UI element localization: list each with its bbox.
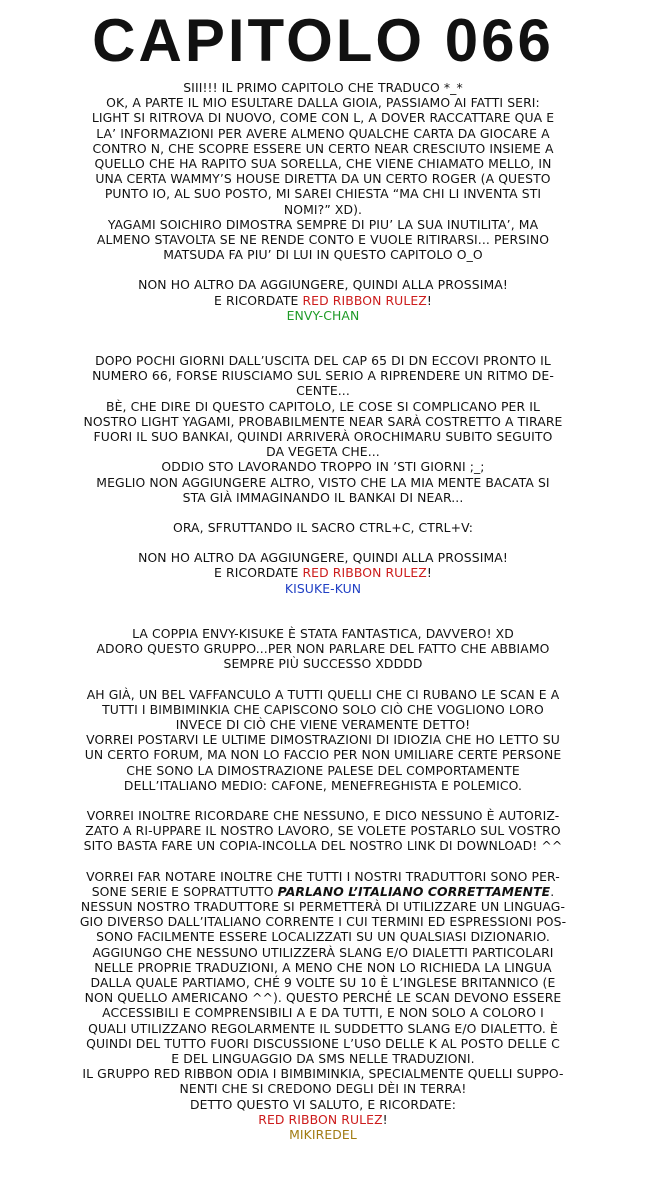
remember-prefix: E RICORDATE xyxy=(214,292,303,308)
text-line: IL GRUPPO RED RIBBON ODIA I BIMBIMINKIA, SPECIALMENTE QUELLI SUPPO- xyxy=(82,1066,564,1082)
text-line: ACCESSIBILI E COMPRENSIBILI A E DA TUTTI, E NON SOLO A COLORO I xyxy=(102,1005,544,1021)
text-line: SEMPRE PIÙ SUCCESSO XDDDD xyxy=(223,656,423,672)
text-line: UN CERTO FORUM, MA NON LO FACCIO PER NON UMILIARE CERTE PERSONE xyxy=(84,747,562,763)
text-line xyxy=(22,884,624,899)
text-line: VORREI FAR NOTARE INOLTRE CHE TUTTI I NOSTRI TRADUTTORI SONO PER- xyxy=(86,868,560,884)
text-line: AH GIÀ, UN BEL VAFFANCULO A TUTTI QUELLI CHE CI RUBANO LE SCAN E A xyxy=(86,686,560,702)
text-line: LIGHT SI RITROVA DI NUOVO, COME CON L, A DOVER RACCATTARE QUA E xyxy=(91,110,555,126)
text-line: UNA CERTA WAMMY’S HOUSE DIRETTA DA UN CERTO ROGER (A QUESTO xyxy=(95,171,551,187)
text-line: LA COPPIA ENVY-KISUKE È STATA FANTASTICA, DAVVERO! XD xyxy=(132,625,514,641)
text-line: ZATO A RI-UPPARE IL NOSTRO LAVORO, SE VOLETE POSTARLO SUL VOSTRO xyxy=(85,823,561,839)
text-line: GIO DIVERSO DALL’ITALIANO CORRENTE I CUI TERMINI ED ESPRESSIONI POS- xyxy=(79,914,567,930)
text-line: DELL’ITALIANO MEDIO: CAFONE, MENEFREGHISTA E POLEMICO. xyxy=(123,777,523,793)
chapter-title: CAPITOLO 066 xyxy=(92,7,554,74)
slogan: RED RIBBON RULEZ xyxy=(258,1111,383,1127)
text-line: SIII!!! IL PRIMO CAPITOLO CHE TRADUCO *_* xyxy=(183,80,463,95)
text-line: BÈ, CHE DIRE DI QUESTO CAPITOLO, LE COSE SI COMPLICANO PER IL xyxy=(106,398,540,414)
text-line: DA VEGETA CHE... xyxy=(266,444,380,460)
text-line: LA’ INFORMAZIONI PER AVERE ALMENO QUALCHE CARTA DA GIOCARE A xyxy=(96,125,550,141)
text-line: QUELLO CHE HA RAPITO SUA SORELLA, CHE VIENE CHIAMATO MELLO, IN xyxy=(94,156,552,172)
text-line: NESSUN NOSTRO TRADUTTORE SI PERMETTERÀ DI UTILIZZARE UN LINGUAG- xyxy=(80,898,566,914)
text-line: SONO FACILMENTE ESSERE LOCALIZZATI SU UN QUALSIASI DIZIONARIO. xyxy=(96,929,550,945)
text-line: CONTRO N, CHE SCOPRE ESSERE UN CERTO NEAR CRESCIUTO INSIEME A xyxy=(92,140,554,156)
text-line: DETTO QUESTO VI SALUTO, E RICORDATE: xyxy=(189,1096,456,1112)
section-mikiredel xyxy=(22,626,624,1142)
text-line: FUORI IL SUO BANKAI, QUINDI ARRIVERÀ OROCHIMARU SUBITO SEGUITO xyxy=(93,429,553,445)
slogan: RED RIBBON RULEZ xyxy=(302,292,427,308)
signature-kisuke: KISUKE-KUN xyxy=(284,580,362,596)
exclamation: ! xyxy=(426,292,432,308)
section-kisuke xyxy=(22,353,624,596)
section-envy xyxy=(22,80,624,323)
text-line: VORREI INOLTRE RICORDARE CHE NESSUNO, E DICO NESSUNO È AUTORIZ- xyxy=(86,807,560,823)
text-line: NON QUELLO AMERICANO ^^). QUESTO PERCHÉ LE SCAN DEVONO ESSERE xyxy=(84,990,562,1006)
text-line: MEGLIO NON AGGIUNGERE ALTRO, VISTO CHE LA MIA MENTE BACATA SI xyxy=(96,474,550,490)
text-line: NOSTRO LIGHT YAGAMI, PROBABILMENTE NEAR SARÀ COSTRETTO A TIRARE xyxy=(83,413,563,429)
remember-line xyxy=(22,293,624,308)
text-line: NOMI?” XD). xyxy=(283,201,363,217)
text-line: OK, A PARTE IL MIO ESULTARE DALLA GIOIA, PASSIAMO AI FATTI SERI: xyxy=(106,95,540,111)
text-line: NENTI CHE SI CREDONO DEGLI DÈI IN TERRA! xyxy=(179,1081,467,1097)
text-line: CHE SONO LA DIMOSTRAZIONE PALESE DEL COMPORTAMENTE xyxy=(126,762,520,778)
text-line: SITO BASTA FARE UN COPIA-INCOLLA DEL NOSTRO LINK DI DOWNLOAD! ^^ xyxy=(83,838,563,854)
emphasis-text: PARLANO L’ITALIANO CORRETTAMENTE xyxy=(277,883,551,899)
text-line: ALMENO STAVOLTA SE NE RENDE CONTO E VUOLE RITIRARSI... PERSINO xyxy=(96,232,550,248)
text-line: QUALI UTILIZZANO REGOLARMENTE IL SUDDETTO SLANG E/O DIALETTO. È xyxy=(88,1020,558,1036)
text-line: STA GIÀ IMMAGINANDO IL BANKAI DI NEAR... xyxy=(182,489,464,505)
exclamation: ! xyxy=(426,565,432,581)
text-line: CENTE... xyxy=(296,383,350,399)
remember-prefix: E RICORDATE xyxy=(214,565,303,581)
text-line: NELLE PROPRIE TRADUZIONI, A MENO CHE NON LO RICHIEDA LA LINGUA xyxy=(94,959,552,975)
text-fragment: SONE SERIE E SOPRATTUTTO xyxy=(91,883,278,899)
signature-envy: ENVY-CHAN xyxy=(286,307,360,323)
text-line: TUTTI I BIMBIMINKIA CHE CAPISCONO SOLO CIÒ CHE VOGLIONO LORO xyxy=(102,701,544,717)
text-line: AGGIUNGO CHE NESSUNO UTILIZZERÀ SLANG E/O DIALETTI PARTICOLARI xyxy=(92,944,554,960)
ctrl-line: ORA, SFRUTTANDO IL SACRO CTRL+C, CTRL+V: xyxy=(172,520,474,536)
text-line: ADORO QUESTO GRUPPO...PER NON PARLARE DEL FATTO CHE ABBIAMO xyxy=(96,641,550,657)
text-line: E DEL LINGUAGGIO DA SMS NELLE TRADUZIONI. xyxy=(171,1050,475,1066)
closing-line: NON HO ALTRO DA AGGIUNGERE, QUINDI ALLA PROSSIMA! xyxy=(138,550,508,566)
text-fragment: . xyxy=(550,883,555,899)
text-line: NUMERO 66, FORSE RIUSCIAMO SUL SERIO A RIPRENDERE UN RITMO DE- xyxy=(92,368,554,384)
text-line: PUNTO IO, AL SUO POSTO, MI SAREI CHIESTA “MA CHI LI INVENTA STI xyxy=(104,186,542,202)
text-line: DOPO POCHI GIORNI DALL’USCITA DEL CAP 65 DI DN ECCOVI PRONTO IL xyxy=(95,353,551,369)
text-line: ODDIO STO LAVORANDO TROPPO IN ’STI GIORNI ;_; xyxy=(161,459,485,475)
text-line: VORREI POSTARVI LE ULTIME DIMOSTRAZIONI DI IDIOZIA CHE HO LETTO SU xyxy=(86,732,560,748)
signature-mikiredel: MIKIREDEL xyxy=(289,1126,357,1142)
text-line: YAGAMI SOICHIRO DIMOSTRA SEMPRE DI PIU’ LA SUA INUTILITA’, MA xyxy=(107,216,539,232)
text-line: INVECE DI CIÒ CHE VIENE VERAMENTE DETTO! xyxy=(175,716,471,732)
closing-line: NON HO ALTRO DA AGGIUNGERE, QUINDI ALLA PROSSIMA! xyxy=(138,277,508,293)
slogan: RED RIBBON RULEZ xyxy=(302,565,427,581)
text-line: MATSUDA FA PIU’ DI LUI IN QUESTO CAPITOLO O_O xyxy=(163,247,483,263)
text-line: DALLA QUALE PARTIAMO, CHÉ 9 VOLTE SU 10 È L’INGLESE BRITANNICO (E xyxy=(90,974,556,990)
exclamation: ! xyxy=(382,1111,388,1127)
slogan-line xyxy=(22,1112,624,1127)
remember-line xyxy=(22,565,624,580)
text-line: QUINDI DEL TUTTO FUORI DISCUSSIONE L’USO DELLE K AL POSTO DELLE C xyxy=(86,1035,560,1051)
page-body xyxy=(22,80,624,1142)
